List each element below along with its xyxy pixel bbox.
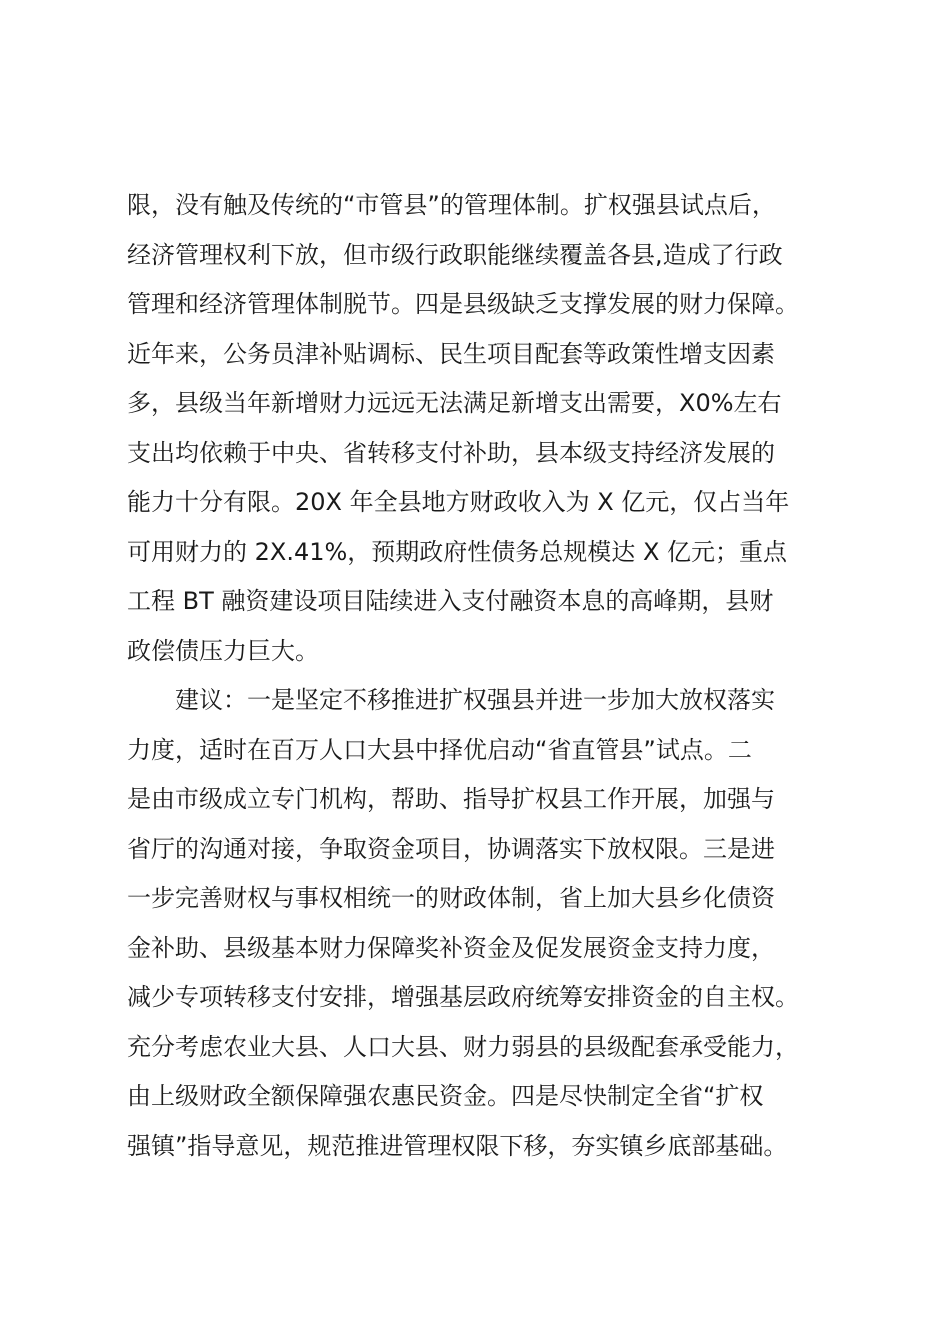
text-line-paragraph-end: 政偿债压力巨大。 [127,636,319,665]
text-line: 力度，适时在百万人口大县中择优启动“省直管县”试点。二 [127,735,752,764]
text-line: 管理和经济管理体制脱节。四是县级缺乏支撑发展的财力保障。 [127,290,799,318]
text-line: 能力十分有限。20X 年全县地方财政收入为 X 亿元，仅占当年 [127,488,790,516]
body-text [127,181,867,1171]
text-line: 经济管理权利下放，但市级行政职能继续覆盖各县,造成了行政 [127,240,783,269]
text-line: 工程 BT 融资建设项目陆续进入支付融资本息的高峰期，县财 [127,587,774,615]
text-line: 限，没有触及传统的“市管县”的管理体制。扩权强县试点后， [127,191,776,219]
text-line-paragraph-start: 建议：一是坚定不移推进扩权强县并进一步加大放权落实 [175,686,775,714]
text-line: 支出均依赖于中央、省转移支付补助，县本级支持经济发展的 [127,438,775,467]
text-line: 由上级财政全额保障强农惠民资金。四是尽快制定全省“扩权 [127,1082,764,1110]
text-line: 可用财力的 2X.41%，预期政府性债务总规模达 X 亿元；重点 [127,537,788,566]
text-line: 近年来，公务员津补贴调标、民生项目配套等政策性增支因素 [127,339,775,368]
text-line: 强镇”指导意见，规范推进管理权限下移，夯实镇乡底部基础。 [127,1131,788,1160]
text-line: 多，县级当年新增财力远远无法满足新增支出需要，X0%左右 [127,389,782,417]
text-line: 充分考虑农业大县、人口大县、财力弱县的县级配套承受能力， [127,1032,799,1061]
text-line: 省厅的沟通对接，争取资金项目，协调落实下放权限。三是进 [127,834,775,863]
text-line: 减少专项转移支付安排，增强基层政府统筹安排资金的自主权。 [127,983,799,1011]
text-line: 一步完善财权与事权相统一的财政体制，省上加大县乡化债资 [127,884,775,912]
text-line: 是由市级成立专门机构，帮助、指导扩权县工作开展，加强与 [127,785,775,813]
text-line: 金补助、县级基本财力保障奖补资金及促发展资金支持力度， [127,933,775,962]
